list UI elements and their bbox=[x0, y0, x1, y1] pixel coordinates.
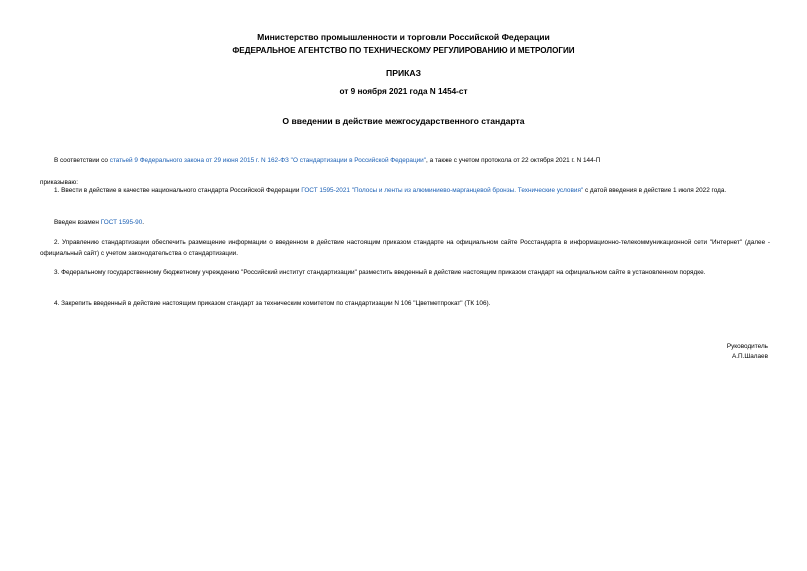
gost-1595-90-link[interactable]: ГОСТ 1595-90 bbox=[100, 219, 143, 226]
basis-prefix: В соответствии со bbox=[54, 157, 110, 164]
item-1-suffix: с датой введения в действие 1 июля 2022 года. bbox=[583, 187, 727, 194]
item-4-paragraph: 4. Закрепить введенный в действие настоящим приказом стандарт за техническим комитетом по стандартизации N 106 "Цветметпрокат" (ТК 106). bbox=[54, 300, 491, 307]
item-1-paragraph bbox=[40, 186, 770, 197]
item-3-paragraph: 3. Федеральному государственному бюджетному учреждению "Российский институт стандартизации" разместить введенный в действие настоящим приказом стандарт на официальном сайте в установленном порядке. bbox=[54, 269, 706, 276]
agency-name: ФЕДЕРАЛЬНОЕ АГЕНТСТВО ПО ТЕХНИЧЕСКОМУ РЕГУЛИРОВАНИЮ И МЕТРОЛОГИИ bbox=[232, 46, 575, 55]
document-type: ПРИКАЗ bbox=[386, 68, 421, 78]
item-1-prefix: 1. Ввести в действие в качестве национального стандарта Российской Федерации bbox=[54, 187, 302, 194]
replacement-paragraph bbox=[40, 218, 770, 229]
basis-suffix: , а также с учетом протокола от 22 октября 2021 г. N 144-П bbox=[426, 157, 601, 164]
replacement-prefix: Введен взамен bbox=[54, 219, 101, 226]
basis-paragraph bbox=[40, 156, 770, 167]
item-2-paragraph: 2. Управлению стандартизации обеспечить размещение информации о введенном в действие настоящим приказом стандарте на официальном сайте Росстандарта в информационно-телекоммуникационной сети "Интернет" (далее - официальный сайт) с учетом законодательства о стандартизации. bbox=[40, 239, 770, 257]
gost-1595-2021-link[interactable]: ГОСТ 1595-2021 "Полосы и ленты из алюминиево-марганцевой бронзы. Технические условия" bbox=[301, 187, 584, 194]
ministry-name: Министерство промышленности и торговли Российской Федерации bbox=[257, 32, 550, 42]
order-word: приказываю: bbox=[40, 179, 78, 186]
replacement-suffix: . bbox=[142, 219, 145, 226]
signature-role: Руководитель bbox=[726, 343, 768, 350]
federal-law-link[interactable]: статьей 9 Федерального закона от 29 июня 2015 г. N 162-ФЗ "О стандартизации в Российской Федерации" bbox=[109, 157, 427, 164]
document-title: О введении в действие межгосударственного стандарта bbox=[282, 116, 525, 126]
document-date-number: от 9 ноября 2021 года N 1454-ст bbox=[339, 87, 468, 96]
signature-name: А.П.Шалаев bbox=[731, 353, 768, 360]
